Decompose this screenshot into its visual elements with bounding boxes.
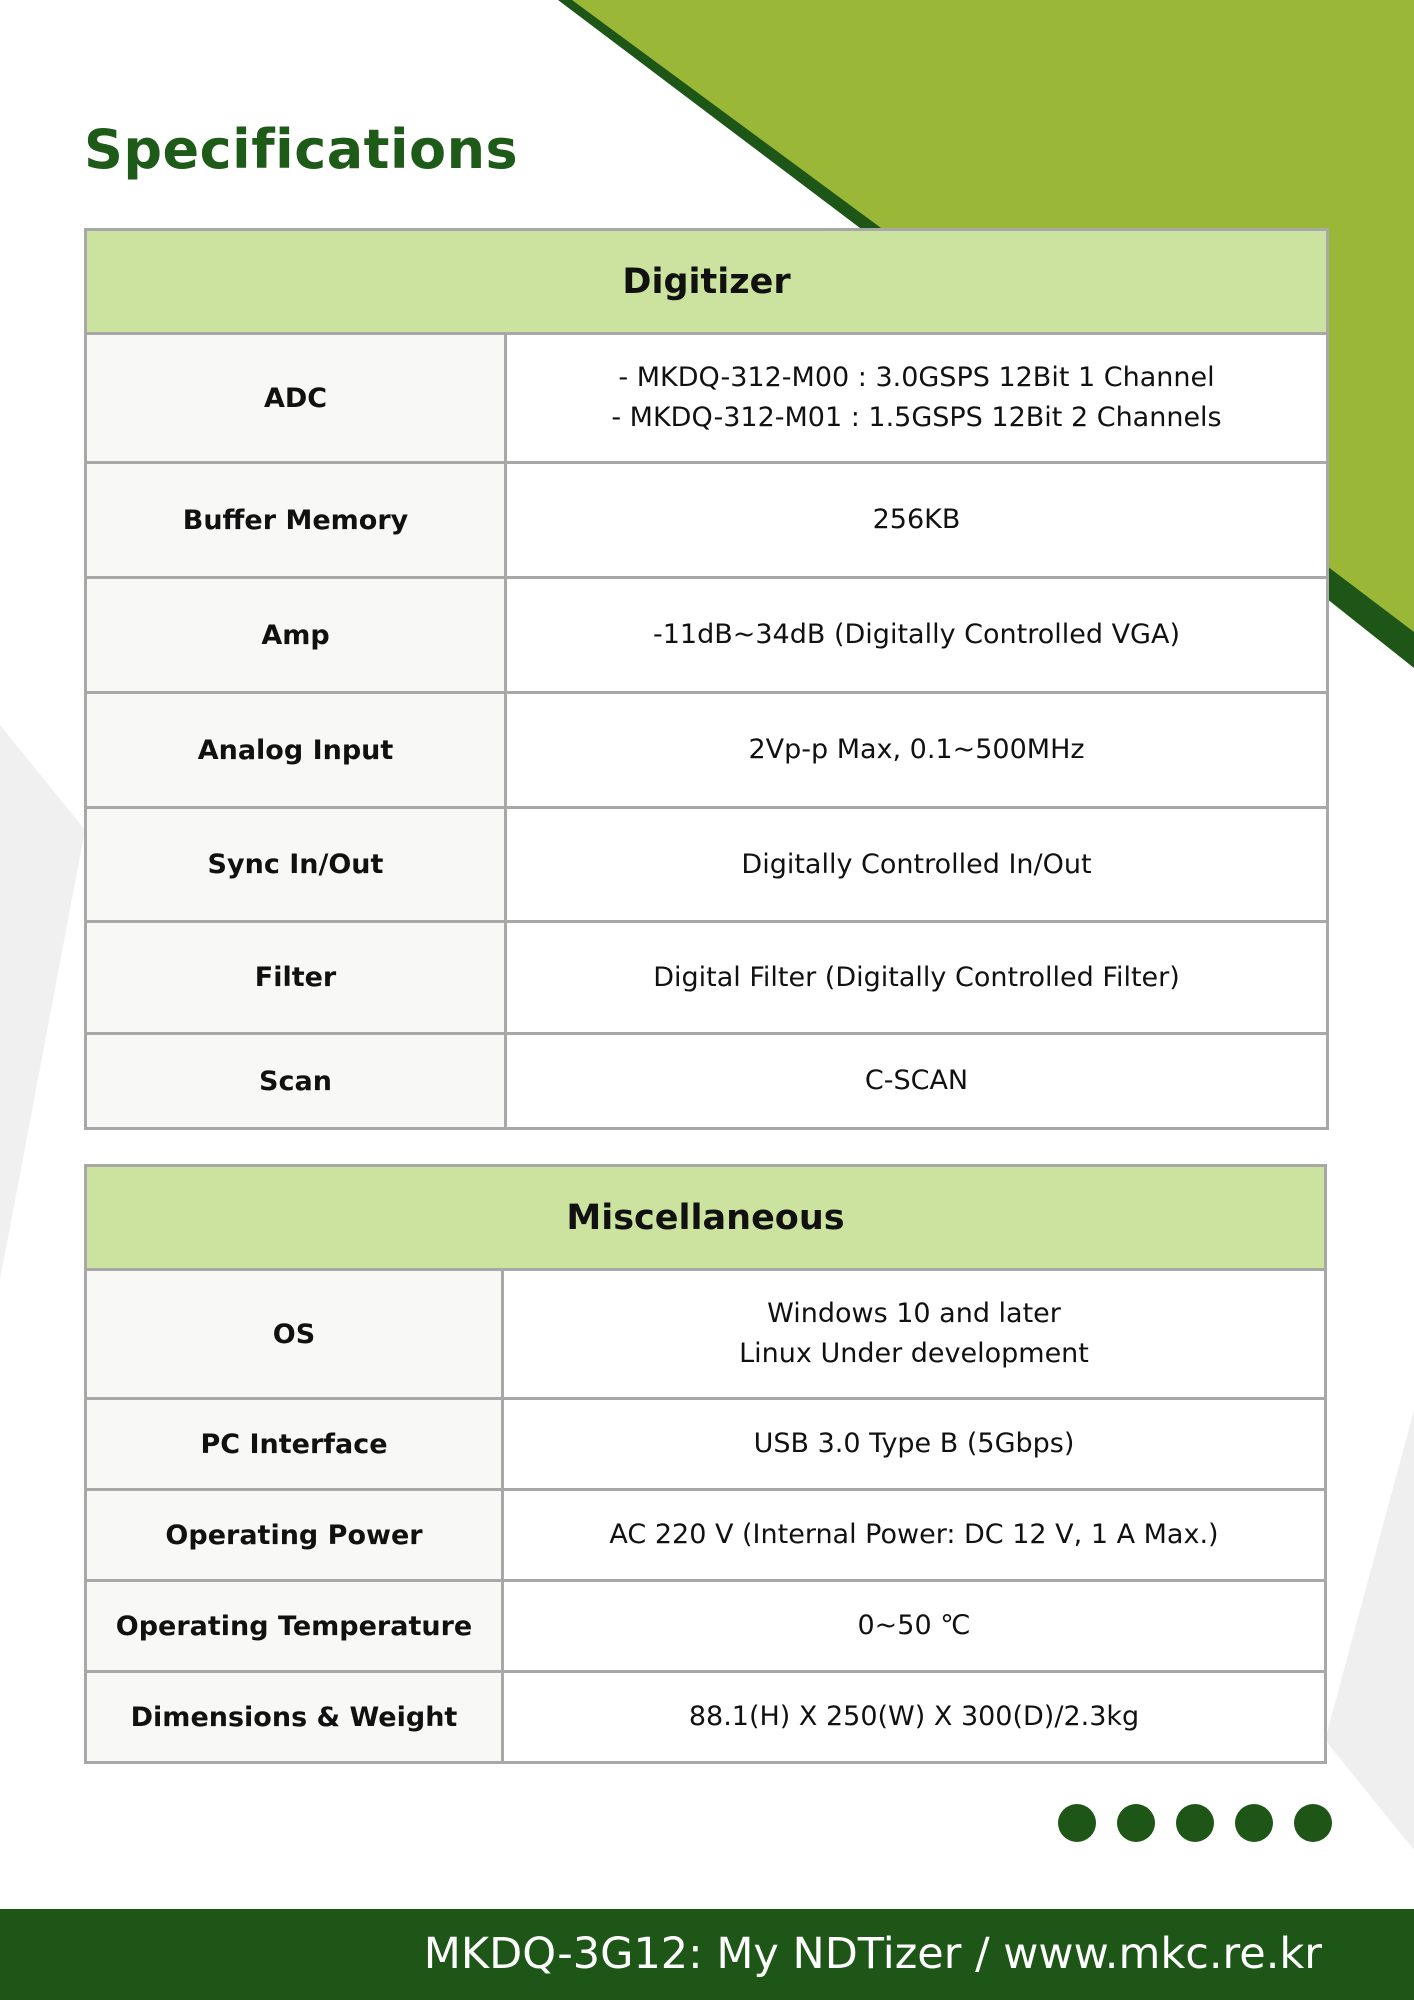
row-value: 0~50 ℃ [503,1581,1326,1672]
right-gray-triangle [1325,1410,1414,1850]
pagination-dot [1294,1804,1332,1842]
pagination-dot [1235,1804,1273,1842]
row-value: 256KB [506,463,1328,578]
table-row [86,693,1328,808]
table-row [86,1034,1328,1129]
digitizer-table [84,228,1329,1130]
miscellaneous-table [84,1164,1327,1764]
row-value [506,334,1328,463]
row-label: Buffer Memory [86,463,506,578]
table-row [86,1399,1326,1490]
value-line: - MKDQ-312-M01 : 1.5GSPS 12Bit 2 Channels [611,402,1222,433]
table-row [86,334,1328,463]
row-value [503,1270,1326,1399]
row-label: OS [86,1270,503,1399]
miscellaneous-header: Miscellaneous [86,1166,1326,1270]
row-label: Operating Power [86,1490,503,1581]
digitizer-header: Digitizer [86,230,1328,334]
table-row [86,1581,1326,1672]
value-line: Linux Under development [739,1338,1089,1369]
row-value: Digital Filter (Digitally Controlled Filter) [506,922,1328,1034]
table-row [86,808,1328,922]
row-label: PC Interface [86,1399,503,1490]
row-value: AC 220 V (Internal Power: DC 12 V, 1 A Max.) [503,1490,1326,1581]
footer-text: MKDQ-3G12: My NDTizer / www.mkc.re.kr [423,1929,1322,1979]
table-row [86,463,1328,578]
row-label: Operating Temperature [86,1581,503,1672]
row-value: USB 3.0 Type B (5Gbps) [503,1399,1326,1490]
table-row [86,1270,1326,1399]
row-value: Digitally Controlled In/Out [506,808,1328,922]
row-label: Amp [86,578,506,693]
left-gray-triangle [0,725,85,1280]
row-label: Sync In/Out [86,808,506,922]
pagination-dot [1117,1804,1155,1842]
page-title: Specifications [84,118,519,181]
row-label: Dimensions & Weight [86,1672,503,1763]
row-value: 2Vp-p Max, 0.1~500MHz [506,693,1328,808]
table-row [86,922,1328,1034]
pagination-dot [1058,1804,1096,1842]
pagination-dot [1176,1804,1214,1842]
row-value: -11dB~34dB (Digitally Controlled VGA) [506,578,1328,693]
footer-bar [0,1909,1414,2000]
table-row [86,1490,1326,1581]
row-label: Scan [86,1034,506,1129]
table-row [86,1672,1326,1763]
row-value: 88.1(H) X 250(W) X 300(D)/2.3kg [503,1672,1326,1763]
table-row [86,578,1328,693]
value-line: Windows 10 and later [767,1298,1061,1329]
row-label: Analog Input [86,693,506,808]
row-value: C-SCAN [506,1034,1328,1129]
pagination-dots [1058,1804,1332,1842]
row-label: Filter [86,922,506,1034]
row-label: ADC [86,334,506,463]
value-line: - MKDQ-312-M00 : 3.0GSPS 12Bit 1 Channel [618,362,1215,393]
